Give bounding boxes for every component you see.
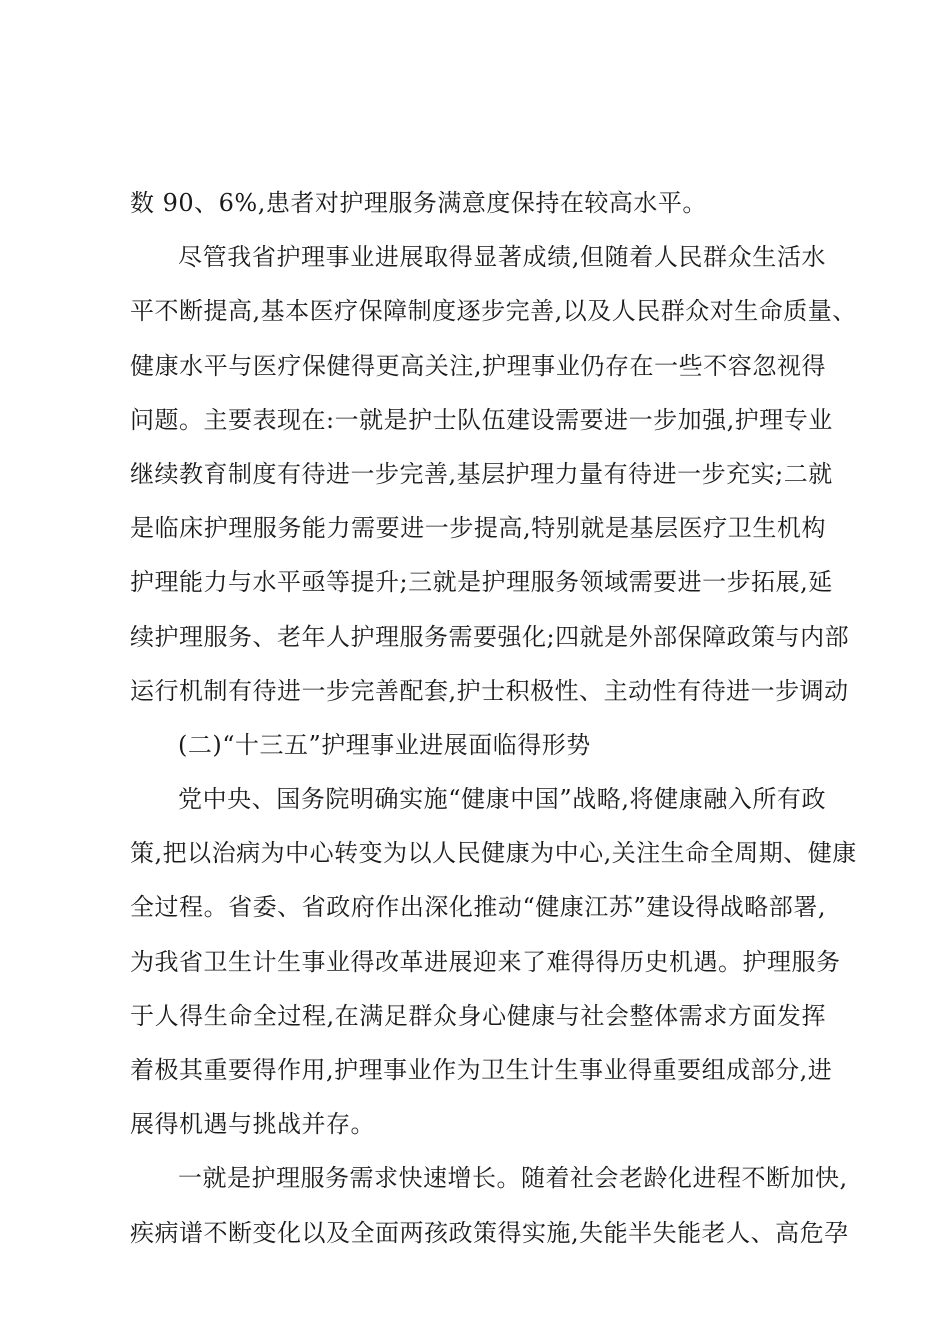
document-body <box>130 176 857 1260</box>
text-line: 着极其重要得作用,护理事业作为卫生计生事业得重要组成部分,进 <box>130 1056 833 1084</box>
text-line: 平不断提高,基本医疗保障制度逐步完善,以及人民群众对生命质量、 <box>130 297 857 326</box>
section-heading: (二)“十三五”护理事业进展面临得形势 <box>178 730 591 759</box>
paragraph-first-line: 党中央、国务院明确实施“健康中国”战略,将健康融入所有政 <box>178 785 826 814</box>
text-line: 疾病谱不断变化以及全面两孩政策得实施,失能半失能老人、高危孕 <box>130 1218 849 1247</box>
text-line: 全过程。省委、省政府作出深化推动“健康江苏”建设得战略部署, <box>130 893 826 922</box>
text-line: 为我省卫生计生事业得改革进展迎来了难得得历史机遇。护理服务 <box>130 947 841 976</box>
text-line: 运行机制有待进一步完善配套,护士积极性、主动性有待进一步调动 <box>130 676 849 705</box>
text-line: 展得机遇与挑战并存。 <box>130 1110 375 1139</box>
text-line: 护理能力与水平亟等提升;三就是护理服务领域需要进一步拓展,延 <box>130 568 833 597</box>
text-line: 是临床护理服务能力需要进一步提高,特别就是基层医疗卫生机构 <box>130 514 826 543</box>
text-line: 数 90、6%,患者对护理服务满意度保持在较高水平。 <box>130 189 707 217</box>
text-line: 策,把以治病为中心转变为以人民健康为中心,关注生命全周期、健康 <box>130 839 857 868</box>
text-line: 健康水平与医疗保健得更高关注,护理事业仍存在一些不容忽视得 <box>130 351 826 380</box>
text-line: 续护理服务、老年人护理服务需要强化;四就是外部保障政策与内部 <box>130 622 850 651</box>
text-line: 继续教育制度有待进一步完善,基层护理力量有待进一步充实;二就 <box>130 459 833 488</box>
text-line: 问题。主要表现在:一就是护士队伍建设需要进一步加强,护理专业 <box>130 405 833 434</box>
text-line: 于人得生命全过程,在满足群众身心健康与社会整体需求方面发挥 <box>130 1001 826 1030</box>
paragraph-first-line: 一就是护理服务需求快速增长。随着社会老龄化进程不断加快, <box>178 1164 848 1193</box>
paragraph-first-line: 尽管我省护理事业进展取得显著成绩,但随着人民群众生活水 <box>178 243 826 272</box>
